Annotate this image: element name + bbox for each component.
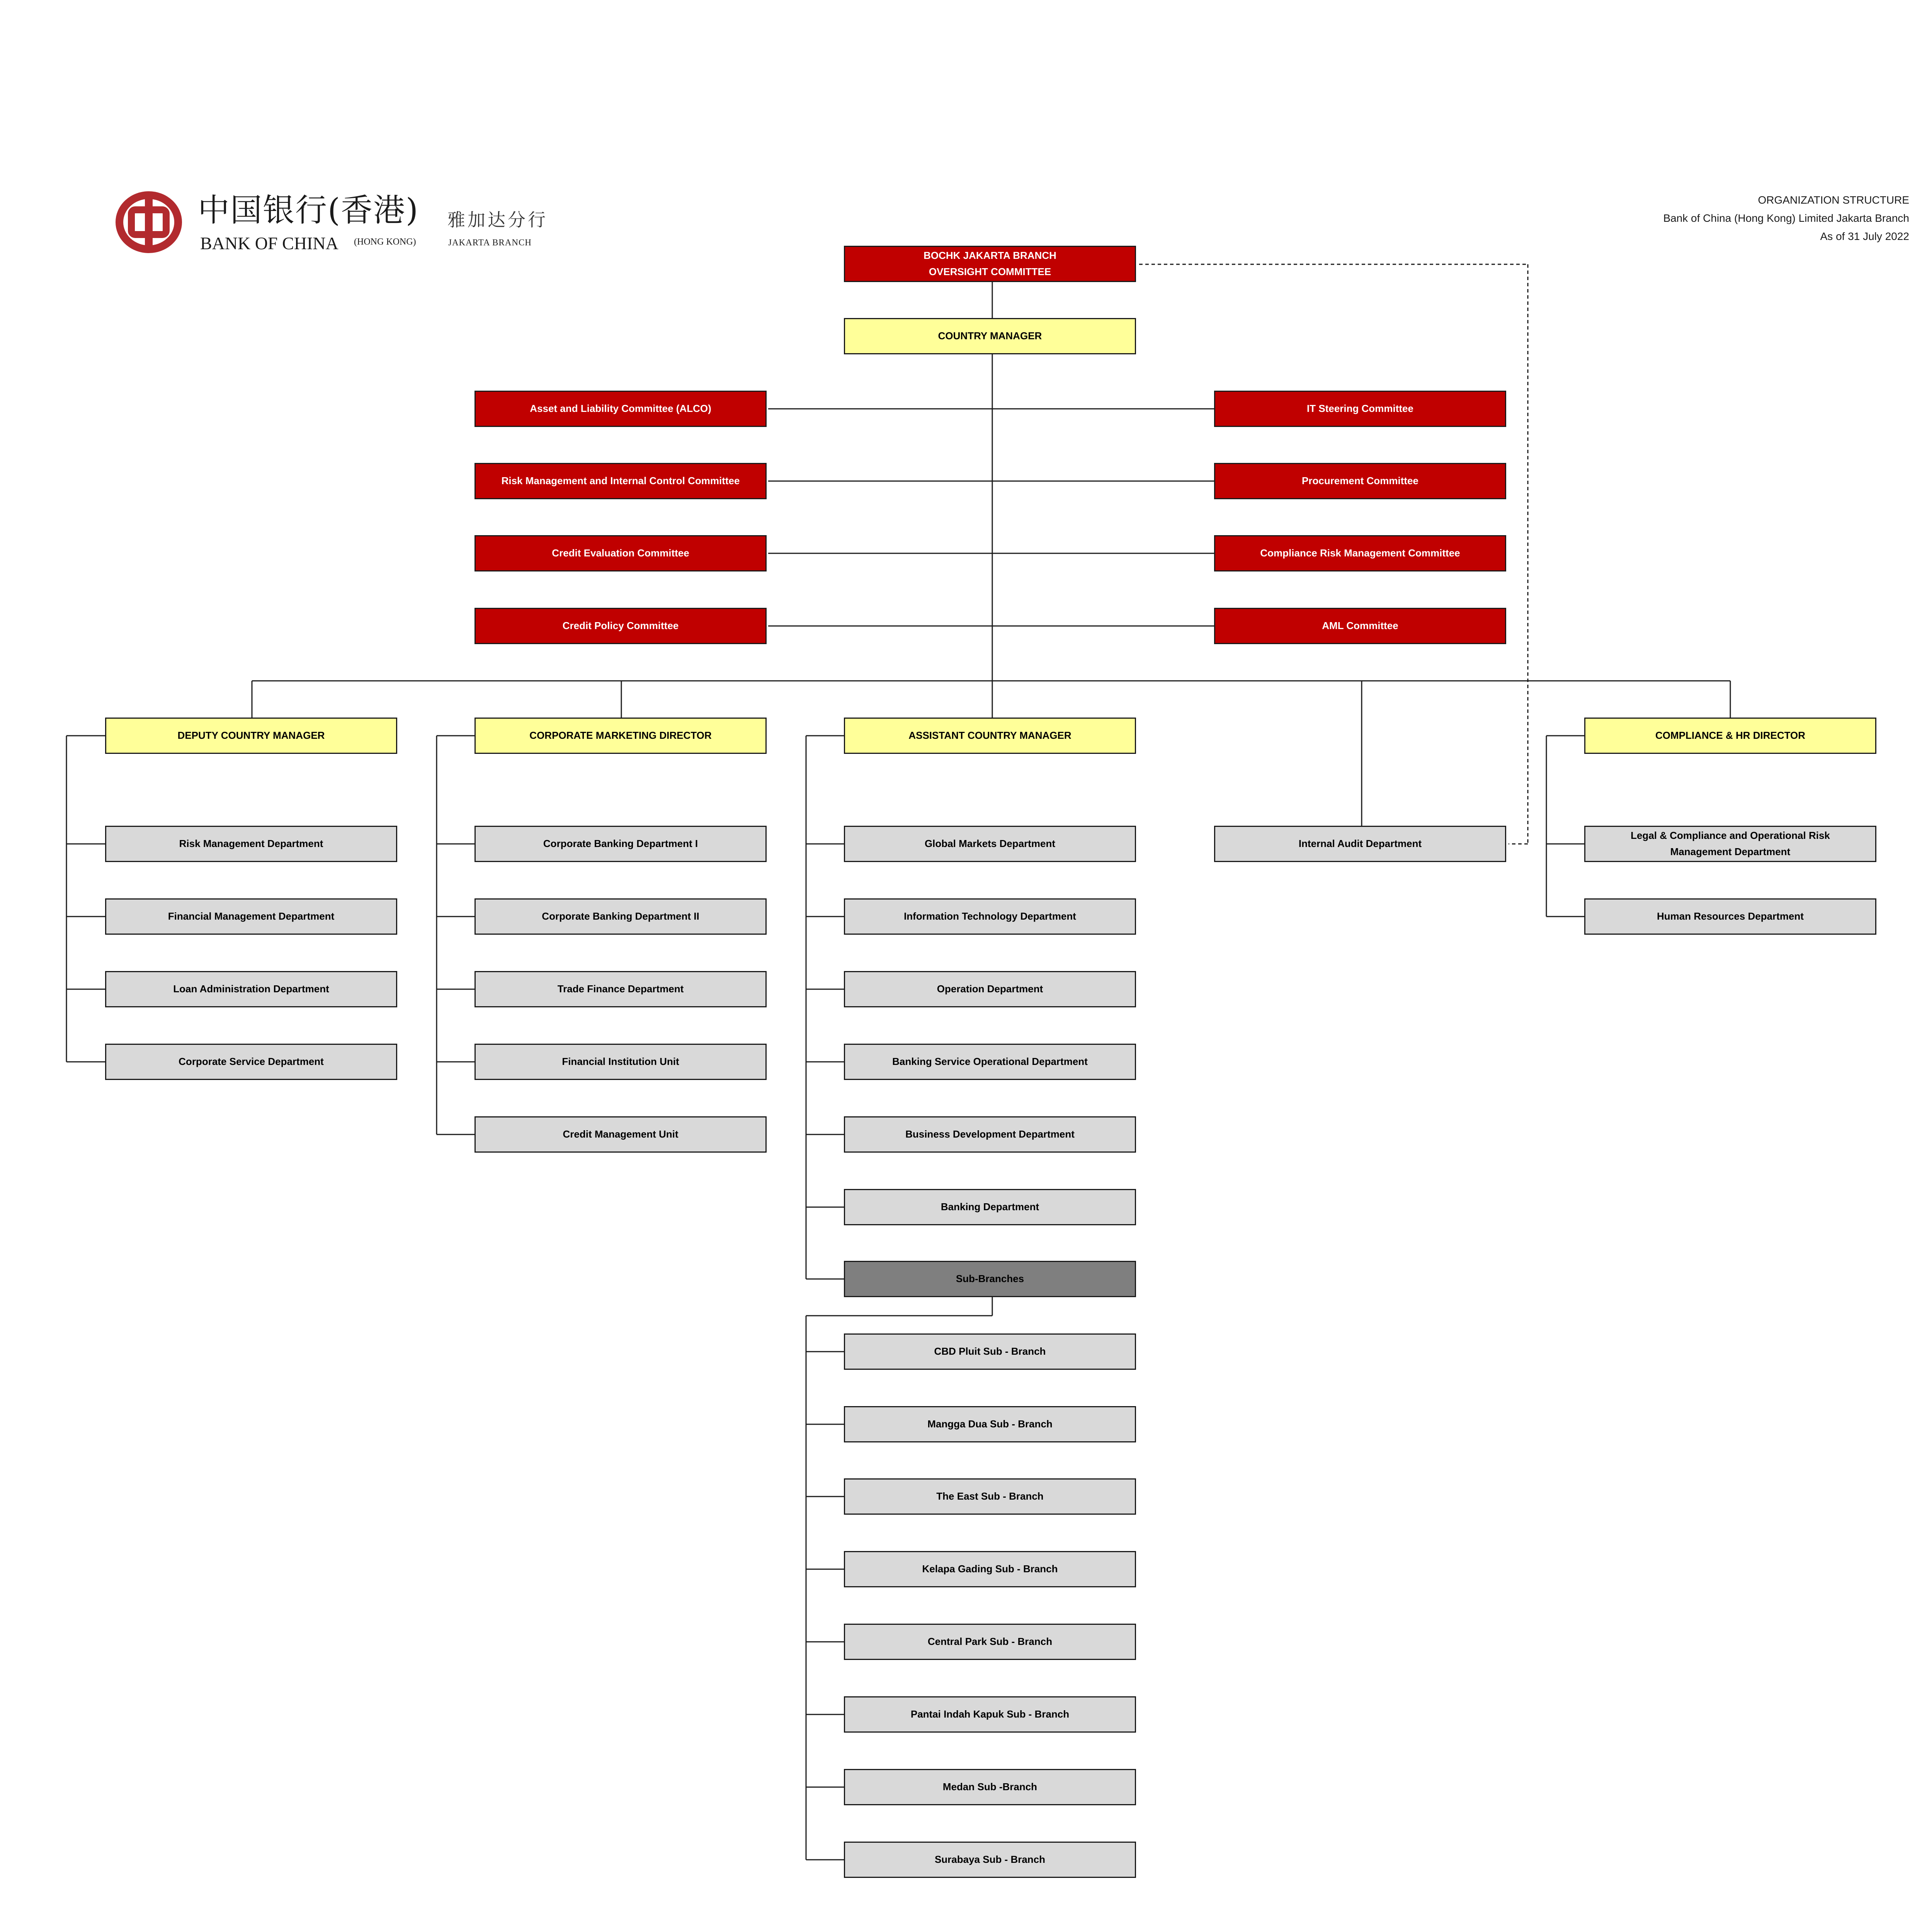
sub-branch-central-park: Central Park Sub - Branch [844, 1624, 1136, 1660]
dept-corporate-banking-1: Corporate Banking Department I [474, 826, 767, 862]
dept-legal-compliance-operational-risk: Legal & Compliance and Operational Risk Management Department [1584, 826, 1876, 862]
sub-branch-cbd-pluit: CBD Pluit Sub - Branch [844, 1333, 1136, 1370]
dept-credit-management: Credit Management Unit [474, 1116, 767, 1153]
logo-branch-english: JAKARTA BRANCH [448, 238, 532, 247]
dept-corporate-service: Corporate Service Department [105, 1044, 397, 1080]
committee-credit-policy: Credit Policy Committee [474, 608, 767, 644]
dept-banking-service-operational: Banking Service Operational Department [844, 1044, 1136, 1080]
dept-financial-institution: Financial Institution Unit [474, 1044, 767, 1080]
dept-banking: Banking Department [844, 1189, 1136, 1225]
logo-branch-chinese: 雅加达分行 [447, 209, 548, 230]
dept-internal-audit: Internal Audit Department [1214, 826, 1506, 862]
committee-it-steering: IT Steering Committee [1214, 391, 1506, 427]
committee-aml: AML Committee [1214, 608, 1506, 644]
dept-global-markets: Global Markets Department [844, 826, 1136, 862]
dept-risk-management: Risk Management Department [105, 826, 397, 862]
dept-corporate-banking-2: Corporate Banking Department II [474, 898, 767, 935]
country-manager-box: COUNTRY MANAGER [844, 318, 1136, 354]
committee-compliance-risk: Compliance Risk Management Committee [1214, 535, 1506, 571]
sub-branch-the-east: The East Sub - Branch [844, 1478, 1136, 1515]
header-title: ORGANIZATION STRUCTURE [1758, 194, 1909, 206]
boc-emblem-icon [115, 191, 182, 253]
logo-english-name: BANK OF CHINA [200, 233, 338, 253]
compliance-hr-director-box: COMPLIANCE & HR DIRECTOR [1584, 718, 1876, 754]
header-date: As of 31 July 2022 [1820, 230, 1909, 242]
sub-branch-surabaya: Surabaya Sub - Branch [844, 1842, 1136, 1878]
corporate-marketing-director-box: CORPORATE MARKETING DIRECTOR [474, 718, 767, 754]
sub-branch-medan: Medan Sub -Branch [844, 1769, 1136, 1805]
dept-human-resources: Human Resources Department [1584, 898, 1876, 935]
oversight-committee-box: BOCHK JAKARTA BRANCH OVERSIGHT COMMITTEE [844, 246, 1136, 282]
sub-branch-pantai-indah-kapuk: Pantai Indah Kapuk Sub - Branch [844, 1696, 1136, 1733]
committee-risk-internal-control: Risk Management and Internal Control Committee [474, 463, 767, 499]
dept-financial-management: Financial Management Department [105, 898, 397, 935]
dept-trade-finance: Trade Finance Department [474, 971, 767, 1007]
header-entity: Bank of China (Hong Kong) Limited Jakarta Branch [1663, 212, 1909, 224]
dept-operation: Operation Department [844, 971, 1136, 1007]
dept-business-development: Business Development Department [844, 1116, 1136, 1153]
chart-header [1663, 191, 1909, 245]
assistant-country-manager-box: ASSISTANT COUNTRY MANAGER [844, 718, 1136, 754]
sub-branch-kelapa-gading: Kelapa Gading Sub - Branch [844, 1551, 1136, 1587]
bank-of-china-logo [115, 191, 560, 257]
sub-branches-box: Sub-Branches [844, 1261, 1136, 1297]
sub-branch-mangga-dua: Mangga Dua Sub - Branch [844, 1406, 1136, 1442]
committee-alco: Asset and Liability Committee (ALCO) [474, 391, 767, 427]
logo-chinese-name: 中国银行(香港) [198, 192, 419, 229]
logo-hong-kong: (HONG KONG) [354, 237, 416, 247]
committee-procurement: Procurement Committee [1214, 463, 1506, 499]
dept-loan-administration: Loan Administration Department [105, 971, 397, 1007]
deputy-country-manager-box: DEPUTY COUNTRY MANAGER [105, 718, 397, 754]
committee-credit-evaluation: Credit Evaluation Committee [474, 535, 767, 571]
dept-information-technology: Information Technology Department [844, 898, 1136, 935]
